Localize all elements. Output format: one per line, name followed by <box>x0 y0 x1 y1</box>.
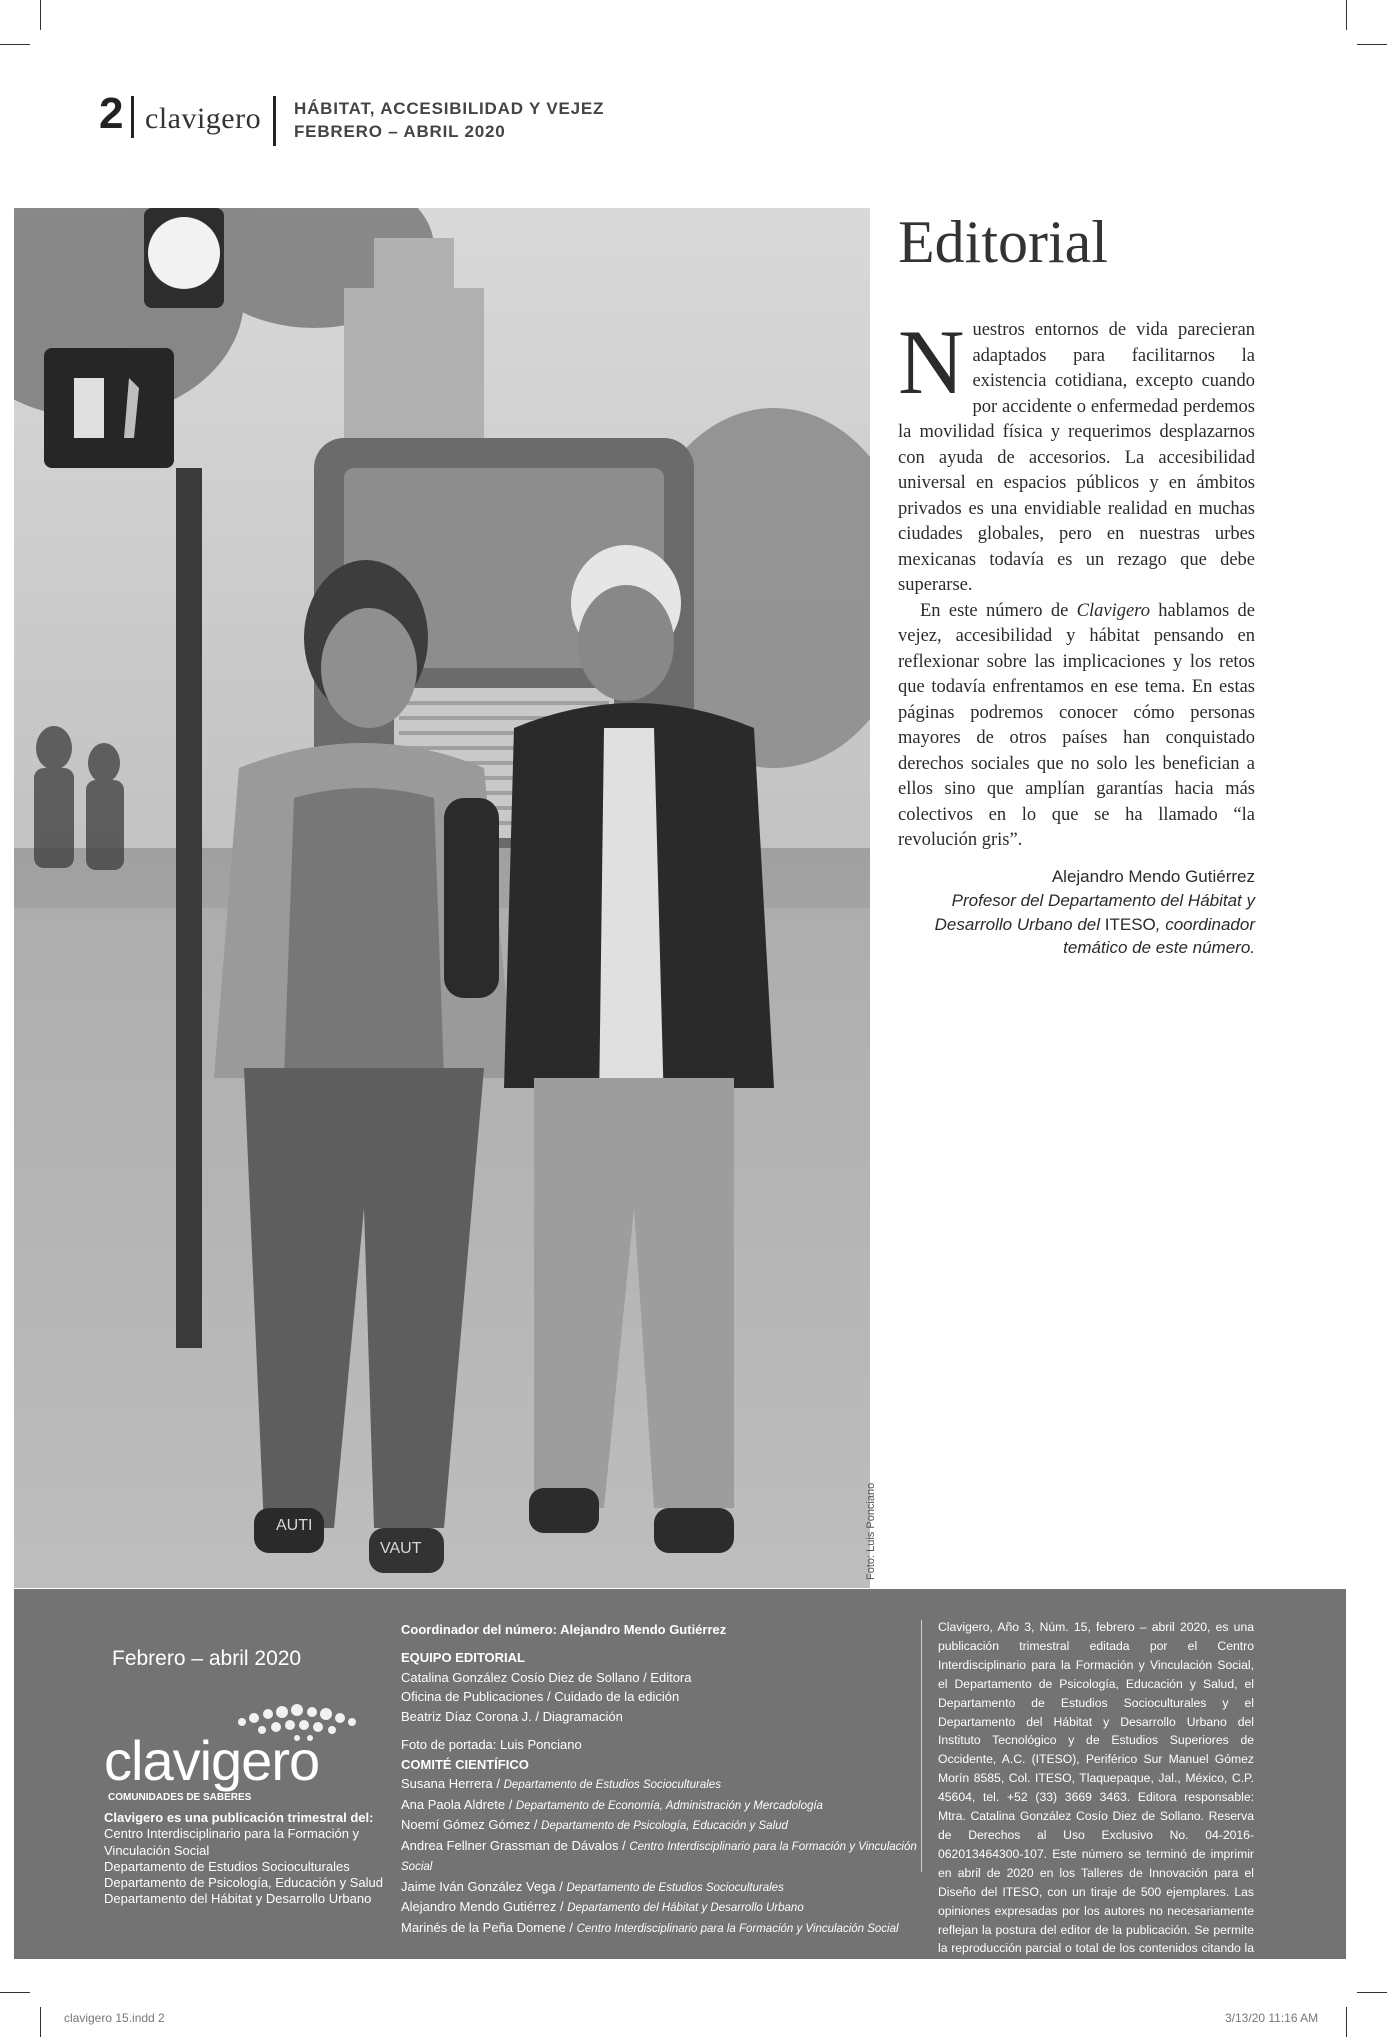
page-number: 2 <box>99 89 124 138</box>
cover-photo <box>14 208 870 1588</box>
member-name: Ana Paola Aldrete / <box>401 1796 516 1812</box>
paragraph-text: hablamos de vejez, accesibilidad y hábitat pensando en reflexionar sobre las implicaciones y los retos que todavía enfrentamos en ese tema. En estas páginas podremos conocer cómo personas mayores de otros países han conquistado derechos sociales que no solo les benefician a ellos sino que amplían garantías hacia más colectivos en lo que se ha llamado “la revolución gris”. <box>898 600 1255 851</box>
editorial-team-label: EQUIPO EDITORIAL <box>401 1649 525 1665</box>
member-name: Susana Herrera / <box>401 1776 504 1792</box>
institution-acronym: ITESO <box>1104 914 1156 934</box>
editorial-title: Editorial <box>898 209 1108 275</box>
editorial-signature <box>880 865 1255 960</box>
team-member: Oficina de Publicaciones / Cuidado de la edición <box>401 1689 680 1705</box>
editorial-paragraph <box>898 599 1255 854</box>
crop-mark <box>0 1992 30 1993</box>
publisher-line: Centro Interdisciplinario para la Formación y <box>104 1826 360 1842</box>
member-dept: Departamento de Estudios Socioculturales <box>503 1779 721 1792</box>
cover-photo-credit: Foto de portada: Luis Ponciano <box>401 1736 582 1752</box>
header-divider <box>131 96 134 138</box>
issue-date: FEBRERO – ABRIL 2020 <box>294 122 506 141</box>
crop-mark <box>0 44 30 45</box>
member-dept: Centro Interdisciplinario para la Formación y Vinculación Social <box>576 1922 899 1935</box>
magazine-name: Clavigero <box>1076 600 1150 621</box>
team-member: Catalina González Cosío Diez de Sollano / Editora <box>401 1669 692 1685</box>
editorial-paragraph <box>898 311 1255 599</box>
clavigero-logo <box>102 1700 372 1810</box>
crop-mark <box>1357 1992 1387 1993</box>
member-dept: Centro Interdisciplinario para la Formación y Vinculación Social <box>401 1840 917 1874</box>
publisher-info <box>104 1810 394 1908</box>
team-member: Beatriz Díaz Corona J. / Diagramación <box>401 1709 623 1724</box>
crop-mark <box>40 2007 41 2037</box>
shoe-text: AUTI <box>276 1517 313 1534</box>
author-role: temático de este número. <box>1063 938 1255 958</box>
photo-credit: Foto: Luis Ponciano <box>865 1482 877 1580</box>
author-role: Profesor del Departamento del Hábitat y <box>951 890 1255 910</box>
logo-word: clavigero <box>104 1729 320 1792</box>
footer-divider <box>921 1620 922 1872</box>
logo-tagline: COMUNIDADES DE SABERES <box>108 1792 252 1803</box>
committee-member <box>401 1774 921 1794</box>
publisher-line: Departamento de Psicología, Educación y Salud <box>104 1875 383 1890</box>
paragraph-text: uestros entornos de vida parecieran adaptados para facilitarnos la existencia cotidiana, excepto cuando por accidente o enfermedad perdemos la movilidad física y requerimos desplazarnos con ayuda de accesorios. La accesibilidad universal en espacios públicos y en ámbitos privados es una envidiable realidad en muchas ciudades globales, pero en nuestras urbes mexicanas todavía es un rezago que debe superarse. <box>898 320 1255 596</box>
committee-member <box>401 1795 921 1815</box>
committee-member <box>401 1877 921 1897</box>
member-dept: Departamento de Estudios Socioculturales <box>566 1881 784 1894</box>
legal-notice: Clavigero, Año 3, Núm. 15, febrero – abril 2020, es una publicación trimestral editada por el Centro Interdisciplinario para la Formación y Vinculación Social, el Departamento de Psicología, Educación y Salud, el Departamento de Estudios Socioculturales y el Departamento del Hábitat y Desarrollo Urbano del Instituto Tecnológico y de Estudios Superiores de Occidente, A.C. (ITESO), Periférico Sur Manuel Gómez Morín 8585, Col. ITESO, Tlaquepaque, Jal., México, C.P. 45604, tel. +52 (33) 3669 3463. Editora responsable: Mtra. Catalina González Cosío Diez de Sollano. Reserva de Derechos al Uso Exclusivo No. 04-2016-062013464300-107. Este número se terminó de imprimir en abril de 2020 en los Talleres de Innovación para el Diseño del ITESO, con un tiraje de 500 ejemplares. Las opiniones expresadas por los autores no necesariamente reflejan la postura del editor de la publicación. Se permite la reproducción parcial o total de los contenidos citando la fuente. <box>938 1620 1254 1975</box>
publisher-label: Clavigero es una publicación trimestral del: <box>104 1810 374 1825</box>
committee-label: COMITÉ CIENTÍFICO <box>401 1756 529 1772</box>
role-text: Desarrollo Urbano del <box>934 914 1105 934</box>
member-name: Noemí Gómez Gómez / <box>401 1817 542 1833</box>
header-divider <box>273 96 276 146</box>
credits-column <box>401 1620 921 1938</box>
committee-member <box>401 1897 921 1917</box>
committee-member <box>401 1815 921 1835</box>
crop-mark <box>40 0 41 30</box>
shoe-text: VAUT <box>380 1540 422 1557</box>
crop-mark <box>1357 44 1387 45</box>
editorial-body <box>898 311 1255 854</box>
committee-member <box>401 1918 921 1938</box>
footer-date: Febrero – abril 2020 <box>112 1647 302 1670</box>
author-name: Alejandro Mendo Gutiérrez <box>1051 867 1255 886</box>
member-dept: Departamento del Hábitat y Desarrollo Urbano <box>567 1902 804 1915</box>
member-dept: Departamento de Psicología, Educación y Salud <box>541 1820 788 1833</box>
committee-member <box>401 1836 921 1877</box>
coordinator-line: Coordinador del número: Alejandro Mendo Gutiérrez <box>401 1622 727 1637</box>
member-name: Marinés de la Peña Domene / <box>401 1919 577 1935</box>
author-role <box>880 913 1255 937</box>
section-title: HÁBITAT, ACCESIBILIDAD Y VEJEZ <box>294 99 605 118</box>
print-slug-file: clavigero 15.indd 2 <box>64 2011 165 2025</box>
header-logo: clavigero <box>145 102 262 135</box>
publisher-line: Departamento del Hábitat y Desarrollo Urbano <box>104 1891 372 1907</box>
member-name: Andrea Fellner Grassman de Dávalos / <box>401 1837 630 1853</box>
paragraph-text: En este número de <box>920 600 1077 621</box>
member-dept: Departamento de Economía, Administración y Mercadología <box>515 1799 823 1812</box>
member-name: Jaime Iván González Vega / <box>401 1878 567 1894</box>
drop-cap: N <box>898 311 965 413</box>
member-name: Alejandro Mendo Gutiérrez / <box>401 1899 568 1915</box>
crop-mark <box>1346 0 1347 30</box>
publisher-line: Vinculación Social <box>104 1842 210 1858</box>
print-slug-date: 3/13/20 11:16 AM <box>1225 2011 1319 2025</box>
publisher-line: Departamento de Estudios Socioculturales <box>104 1858 350 1874</box>
role-text: , coordinador <box>1155 914 1255 934</box>
crop-mark <box>1346 2007 1347 2037</box>
